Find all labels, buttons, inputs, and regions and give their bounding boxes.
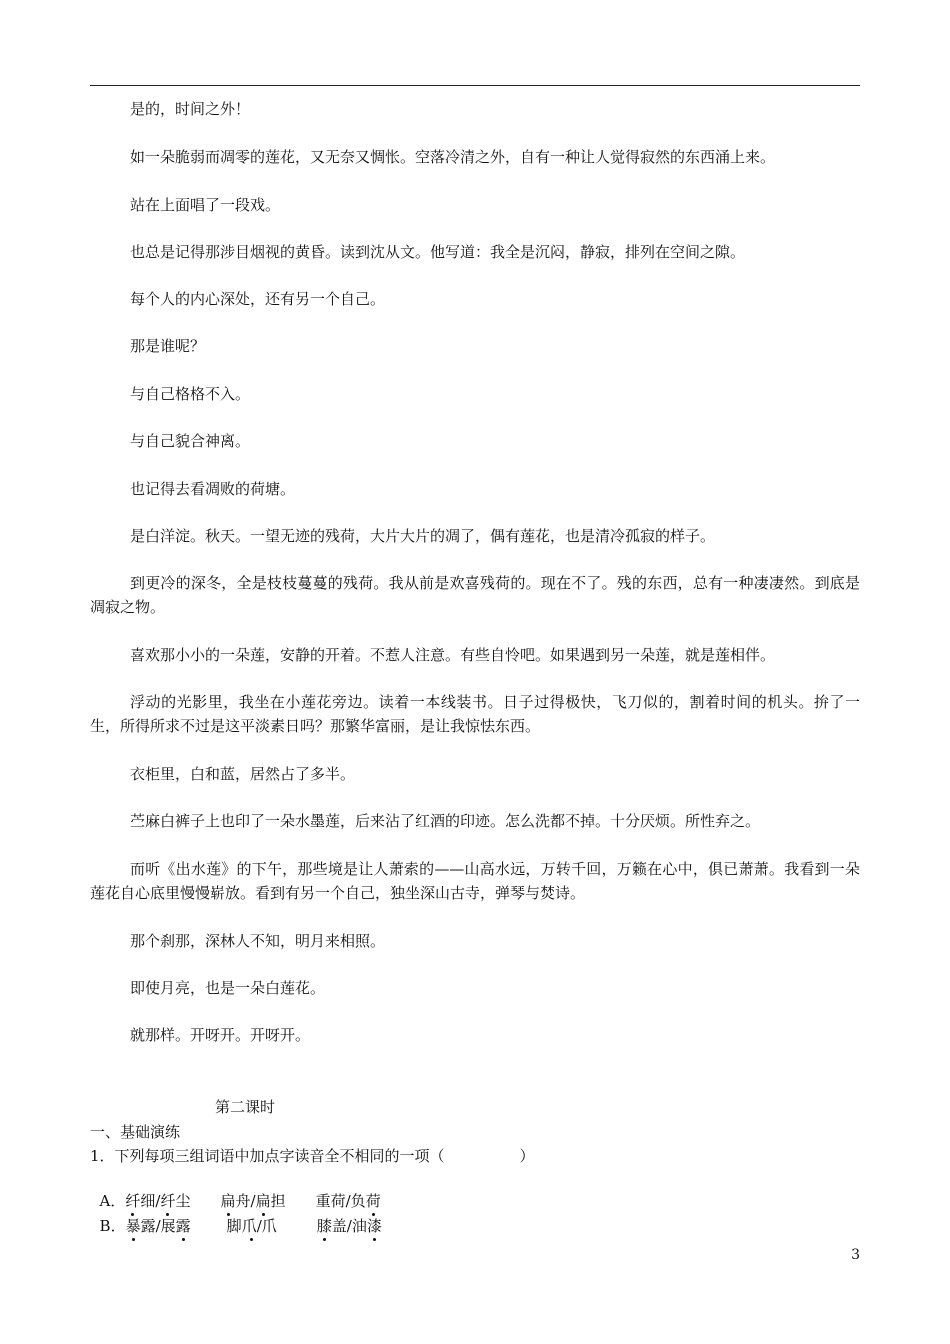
paragraph: 而听《出水莲》的下午，那些境是让人萧索的——山高水远，万转千回，万籁在心中，俱已萧萧。我看到一朵莲花自心底里慢慢崭放。看到有另一个自己，独坐深山古寺，弹琴与焚诗。 bbox=[90, 860, 860, 902]
question-text: 1．下列每项三组词语中加点字读音全不相同的一项（ ） bbox=[90, 1147, 535, 1165]
paragraph: 那是谁呢？ bbox=[130, 337, 206, 355]
option-label: B． bbox=[99, 1217, 126, 1235]
paragraph: 就那样。开呀开。开呀开。 bbox=[130, 1026, 311, 1044]
word-group: 扁舟/扁担 bbox=[220, 1192, 286, 1210]
word-group: 膝盖/油漆 bbox=[316, 1217, 382, 1235]
word-group: 重荷/负荷 bbox=[315, 1192, 381, 1210]
paragraph: 浮动的光影里，我坐在小莲花旁边。读着一本线装书。日子过得极快，飞刀似的，割着时间的机头。拚了一生，所得所求不过是这平淡素日吗？那繁华富丽，是让我惊怯东西。 bbox=[90, 693, 860, 735]
paragraph: 是的，时间之外！ bbox=[130, 100, 251, 118]
word-group: 纤细/纤尘 bbox=[125, 1192, 191, 1210]
option-label: A． bbox=[99, 1192, 126, 1210]
word-group: 脚爪/爪 bbox=[226, 1217, 277, 1235]
paragraph: 如一朵脆弱而凋零的莲花，又无奈又惆怅。空落冷清之外，自有一种让人觉得寂然的东西涌上来。 bbox=[130, 148, 776, 166]
option-b bbox=[90, 1193, 382, 1237]
lesson-title: 第二课时 bbox=[215, 1098, 276, 1116]
paragraph: 是白洋淀。秋天。一望无迹的残荷，大片大片的凋了，偶有莲花，也是清冷孤寂的样子。 bbox=[130, 527, 716, 545]
page-number: 3 bbox=[851, 1247, 860, 1263]
header-rule bbox=[90, 85, 860, 86]
section-heading: 一、基础演练 bbox=[90, 1123, 181, 1141]
paragraph: 即使月亮，也是一朵白莲花。 bbox=[130, 979, 326, 997]
paragraph: 与自己格格不入。 bbox=[130, 385, 251, 403]
word-group: 暴露/展露 bbox=[125, 1217, 191, 1235]
paragraph: 每个人的内心深处，还有另一个自己。 bbox=[130, 290, 386, 308]
paragraph: 到更冷的深冬，全是枝枝蔓蔓的残荷。我从前是欢喜残荷的。现在不了。残的东西，总有一种凄凄然。到底是凋寂之物。 bbox=[90, 574, 860, 616]
paragraph: 衣柜里，白和蓝，居然占了多半。 bbox=[130, 765, 356, 783]
paragraph: 苎麻白裤子上也印了一朵水墨莲，后来沾了红酒的印迹。怎么洗都不掉。十分厌烦。所性弃之。 bbox=[130, 812, 761, 830]
paragraph: 与自己貌合神离。 bbox=[130, 432, 251, 450]
paragraph: 那个刹那，深林人不知，明月来相照。 bbox=[130, 932, 386, 950]
paragraph: 也记得去看凋败的荷塘。 bbox=[130, 480, 296, 498]
paragraph: 喜欢那小小的一朵莲，安静的开着。不惹人注意。有些自怜吧。如果遇到另一朵莲，就是莲相伴。 bbox=[130, 646, 776, 664]
paragraph: 站在上面唱了一段戏。 bbox=[130, 196, 281, 214]
paragraph: 也总是记得那涉目烟视的黄昏。读到沈从文。他写道：我全是沉闷，静寂，排列在空间之隙。 bbox=[130, 243, 746, 261]
